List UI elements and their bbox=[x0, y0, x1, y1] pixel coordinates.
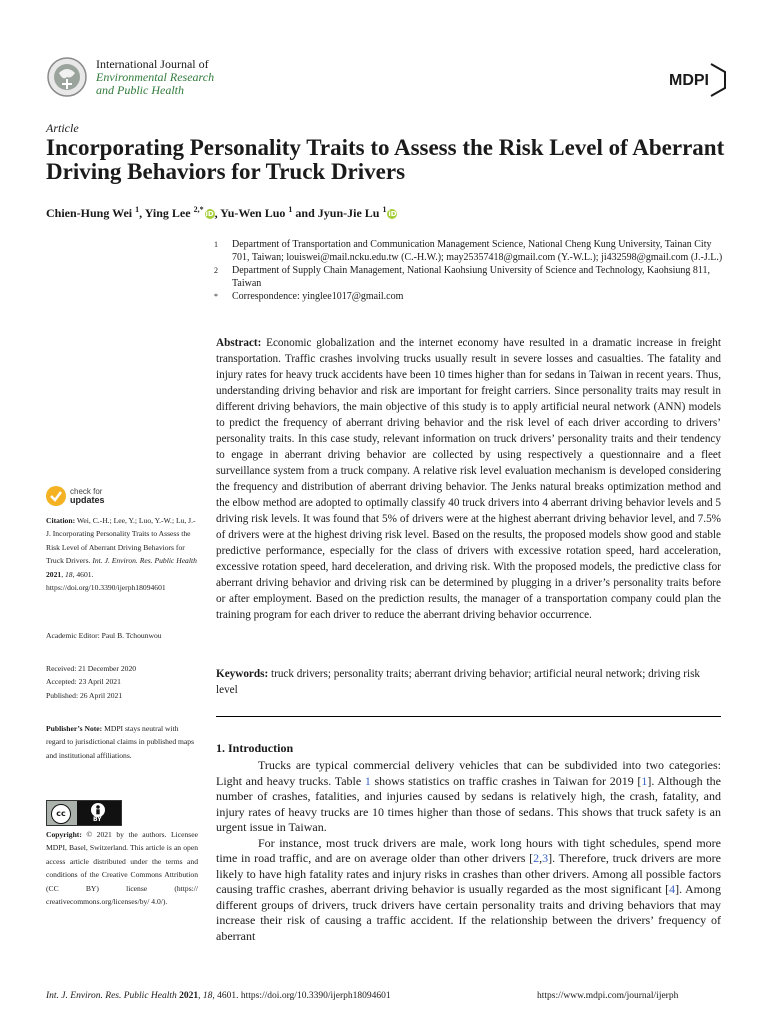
author-affiliation-marker: 1 bbox=[288, 205, 293, 214]
dates-block bbox=[46, 662, 198, 702]
citation-volume: 18 bbox=[64, 569, 73, 579]
date-received: Received: 21 December 2020 bbox=[46, 664, 137, 673]
affiliation-row bbox=[214, 238, 724, 264]
affiliation-marker: 2 bbox=[214, 266, 218, 275]
citation-link[interactable]: 2 bbox=[533, 851, 540, 865]
citation-journal: Int. J. Environ. Res. Public Health bbox=[92, 556, 197, 566]
journal-name-line2: Environmental Research bbox=[96, 70, 215, 84]
check-updates-line2: updates bbox=[70, 495, 105, 505]
author-affiliation-marker: 2,* bbox=[193, 205, 204, 214]
mdpi-logo bbox=[667, 62, 727, 98]
copyright-block bbox=[46, 828, 198, 908]
citation-year: 2021 bbox=[46, 569, 62, 579]
affiliation-text: Department of Supply Chain Management, National Kaohsiung University of Science and Technology, Kaohsiung 811, Taiwan bbox=[232, 265, 710, 289]
copyright-text: © 2021 by the authors. Licensee MDPI, Basel, Switzerland. This article is an open access article distributed under the terms and conditions of the Creative Commons Attribution (CC BY) license (https:// creativecommons.org/licenses/by/ 4.0/). bbox=[46, 830, 198, 907]
author-list: Chien-Hung Wei $^1$, Ying Lee $^{2,*}$iD, Yu-Wen Luo $^1$ and Jyun-Jie Lu $^1$iD bbox=[46, 205, 397, 220]
journal-name-line3: and Public Health bbox=[96, 83, 184, 97]
footer-journal-url[interactable]: https://www.mdpi.com/journal/ijerph bbox=[537, 991, 679, 1001]
author-name: Chien-Hung Wei bbox=[46, 206, 136, 220]
author-name: Jyun-Jie Lu bbox=[317, 206, 383, 220]
ijerph-logo-icon bbox=[46, 56, 88, 98]
citation-text: Wei, C.-H.; Lee, Y.; Luo, Y.-W.; Lu, J.-J. Incorporating Personality Traits to Assess the Risk Level of Aberrant Driving Behaviors for Truck Drivers. bbox=[46, 516, 196, 566]
cc-by-label: BY bbox=[93, 816, 102, 823]
orcid-icon[interactable]: iD bbox=[388, 210, 397, 219]
keywords-label: Keywords: bbox=[216, 668, 269, 680]
date-published: Published: 26 April 2021 bbox=[46, 690, 123, 700]
intro-paragraph-1: Trucks are typical commercial delivery vehicles that can be subdivided into two categories: Light and heavy trucks. Table 1 shows statistics on traffic crashes in Taiwan for 2019 [1]. Although the number of crashes, fatalities, and injuries caused by sedans is relatively high, the crash, fatality, and injury rates of heavy trucks are 10 times higher than those of sedans. This shows that truck safety is an urgent issue in Taiwan. bbox=[216, 758, 721, 834]
article-title: Incorporating Personality Traits to Assess the Risk Level of Aberrant Driving Behaviors for Truck Drivers bbox=[46, 135, 725, 184]
publisher-note-text: MDPI stays neutral with regard to jurisdictional claims in published maps and institutional affiliations. bbox=[46, 724, 195, 760]
affiliation-text: Department of Transportation and Communication Management Science, National Cheng Kung University, Tainan City 701, Taiwan; louiswei@mail.ncku.edu.tw (C.-H.W.); may25357418@gmail.com (Y.-W.L.); ji432598@gmail.com (J.-J.L.) bbox=[232, 239, 723, 263]
citation-link[interactable]: 3 bbox=[542, 851, 549, 865]
footer-doi[interactable]: , 4601. https://doi.org/10.3390/ijerph18094601 bbox=[212, 991, 391, 1001]
affiliation-text: Correspondence: yinglee1017@gmail.com bbox=[232, 291, 404, 302]
author-name: Yu-Wen Luo bbox=[220, 206, 289, 220]
author-name: Ying Lee bbox=[144, 206, 194, 220]
abstract-label: Abstract: bbox=[216, 337, 262, 349]
check-updates-line1: check for bbox=[70, 487, 103, 496]
affiliation-row bbox=[214, 264, 724, 290]
abstract bbox=[216, 335, 721, 623]
introduction-body bbox=[216, 758, 721, 944]
keywords bbox=[216, 666, 721, 698]
check-for-updates-button[interactable] bbox=[46, 486, 126, 512]
publisher-note-label: Publisher’s Note: bbox=[46, 724, 103, 733]
footer-volume: 18 bbox=[202, 991, 213, 1001]
affiliation-row bbox=[214, 290, 724, 303]
affiliation-marker: 1 bbox=[214, 240, 218, 249]
citation-link[interactable]: 1 bbox=[364, 773, 371, 788]
author-affiliation-marker: 1 bbox=[135, 205, 140, 214]
cc-icon: cc bbox=[51, 804, 71, 824]
intro-paragraph-2: For instance, most truck drivers are male, work long hours with tight schedules, spend more time in road traffic, and are on average older than other drivers [2,3]. Therefore, truck drivers are more likely to have high fatality rates and injury risks in crashes than other drivers. Among all possible factors causing traffic crashes, aberrant driving behavior is usually regarded as the most significant [4]. Among different groups of drivers, truck drivers have certain personality traits and driving behaviors that may increase their risk of causing a traffic accident. If the relationship between the drivers’ frequency of aberrant bbox=[216, 835, 722, 943]
article-type-label: Article bbox=[46, 121, 79, 135]
citation-doi[interactable]: , 4601. https://doi.org/10.3390/ijerph18094601 bbox=[46, 569, 166, 593]
journal-name bbox=[96, 58, 214, 97]
date-accepted: Accepted: 23 April 2021 bbox=[46, 677, 121, 687]
citation-label: Citation: bbox=[46, 516, 76, 525]
check-updates-icon bbox=[46, 486, 66, 506]
abstract-text: Economic globalization and the internet economy have resulted in a dramatic increase in freight transportation. Traffic crashes involving trucks usually result in severe losses and casualties. The fatality and injury rates for heavy truck accidents have been 10 times higher than for sedans in Taiwan in recent years. Thus, understanding driving behavior and risk are important for freight carriers. Since personality traits may result in different driving behaviors, the main objective of this study is to apply artificial neural network (ANN) models to predict the frequency of aberrant driving behavior and the risk level of each driver according to drivers’ personality traits. In this case study, relevant information on truck drivers’ personality traits and their tendency to engage in aberrant driving behavior are collected by using respectively a questionnaire and a fleet surveillance system from a truck company. A relative risk level evaluation mechanism is developed considering the frequency and distribution of aberrant driving behavior. The Jenks natural breaks optimization method and the elbow method are adopted to optimally classify 40 truck drivers into 4 aberrant driving behavior levels and 5 driving risk levels. It was found that 5% of drivers were at the highest aberrant driving behavior level, and 7.5% of drivers were at the highest driving risk level. Based on the results, the proposed models show good and stable predictive performance, especially for the class of drivers with excessive rotation speed, hard acceleration, excessive rotation speed, hard deceleration, and driving risk. With the proposed models, the predictive class for aberrant driving behavior and driving risk can be determined by plugging in a driver’s personality traits before or after employment. Based on the prediction results, the manager of a transportation company could plan the training program for each driver to reduce the aberrant driving behavior occurrence. bbox=[216, 337, 722, 621]
citation-link[interactable]: 4 bbox=[669, 882, 676, 896]
academic-editor: Academic Editor: Paul B. Tchounwou bbox=[46, 631, 162, 640]
keywords-text: truck drivers; personality traits; aberrant driving behavior; artificial neural network; driving risk level bbox=[216, 668, 701, 696]
journal-name-line1: International Journal of bbox=[96, 57, 209, 71]
attribution-person-icon bbox=[91, 803, 105, 817]
publisher-note bbox=[46, 722, 198, 762]
footer-journal: Int. J. Environ. Res. Public Health bbox=[46, 991, 177, 1001]
section-divider bbox=[216, 716, 721, 717]
affiliations bbox=[214, 238, 724, 303]
footer-citation: Int. J. Environ. Res. Public Health 2021, 18, 4601. https://doi.org/10.3390/ijerph18094601 bbox=[46, 991, 391, 1001]
footer-year: 2021 bbox=[179, 991, 199, 1001]
citation-link[interactable]: 1 bbox=[641, 773, 648, 788]
section-heading-introduction: 1. Introduction bbox=[216, 741, 294, 755]
citation-block: Citation: Wei, C.-H.; Lee, Y.; Luo, Y.-W.; Lu, J.-J. Incorporating Personality Traits to Assess the Risk Level of Aberrant Driving Behaviors for Truck Drivers. Int. J. Environ. Res. Public Health 2021, 18, 4601. https://doi.org/10.3390/ijerph18094601 bbox=[46, 516, 197, 593]
affiliation-marker: * bbox=[214, 292, 218, 301]
orcid-icon[interactable]: iD bbox=[205, 210, 214, 219]
cc-by-license-badge[interactable] bbox=[46, 800, 122, 826]
mdpi-logo-text: MDPI bbox=[669, 72, 709, 89]
author-affiliation-marker: 1 bbox=[382, 205, 387, 214]
copyright-label: Copyright: bbox=[46, 830, 82, 839]
